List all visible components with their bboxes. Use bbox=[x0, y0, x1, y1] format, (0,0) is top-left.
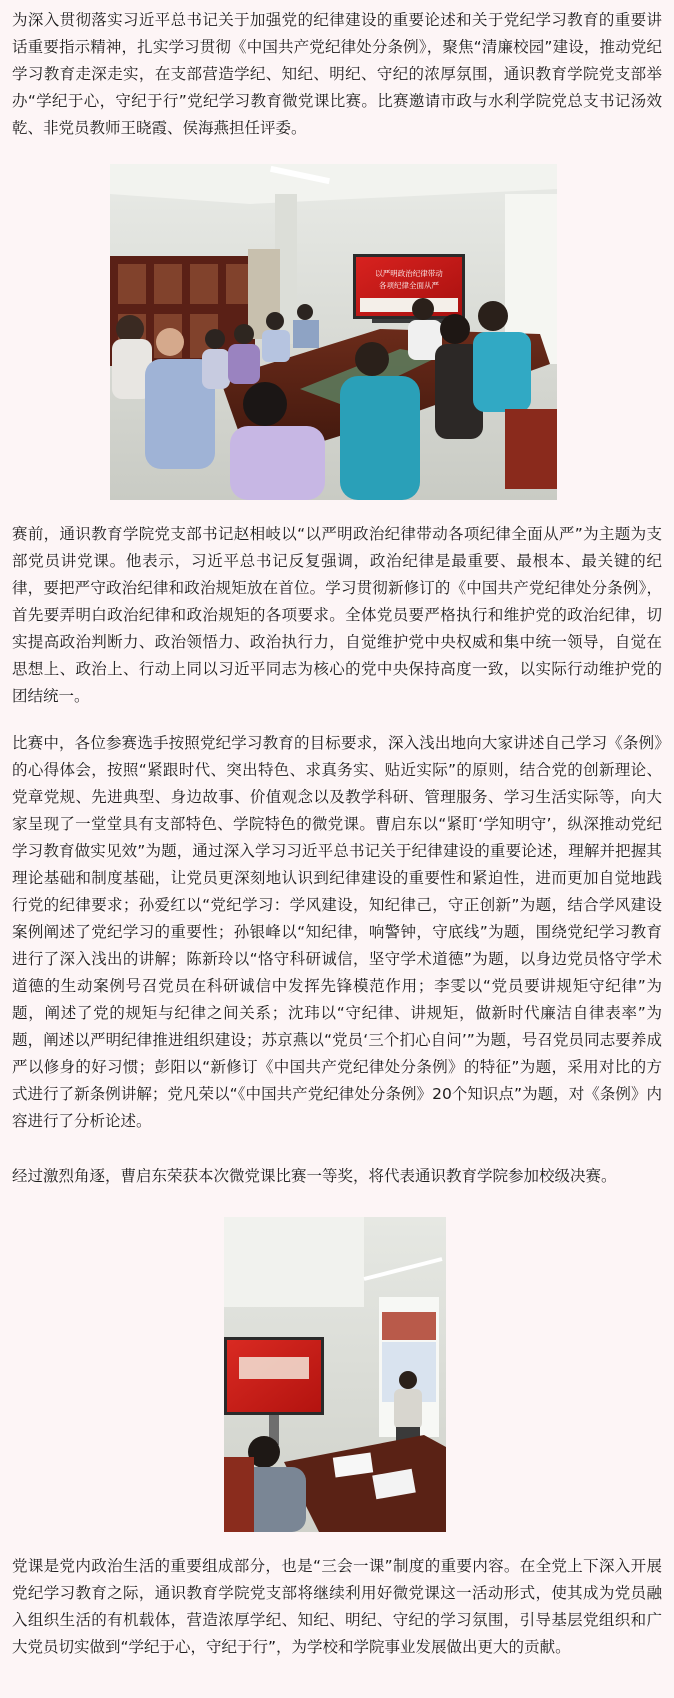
speaker-photo bbox=[224, 1217, 446, 1532]
screen-text-line2: 各项纪律全面从严 bbox=[379, 281, 439, 290]
paragraph-during-contest: 比赛中，各位参赛选手按照党纪学习教育的目标要求，深入浅出地向大家讲述自己学习《条例》的心得体会，按照“紧跟时代、突出特色、求真务实、贴近实际”的原则，结合党的创新理论、党章党规、先进典型、身边故事、价值观念以及教学科研、管理服务、学习生活实际等，向大家呈现了一堂堂具有支部特色、学院特色的微党课。曹启东以“紧盯‘学知明守’，纵深推动党纪学习教育做实见效”为题，通过深入学习习近平总书记关于纪律建设的重要论述，理解并把握其理论基础和制度基础，让党员更深刻地认识到纪律建设的重要性和紧迫性，进而更加自觉地践行党的纪律要求；孙爱红以“党纪学习：学风建设，知纪律己，守正创新”为题，结合学风建设案例阐述了党纪学习的重要性；孙银峰以“知纪律，响警钟，守底线”为题，围绕党纪学习教育进行了深入浅出的讲解；陈新玲以“恪守科研诚信，坚守学术道德”为题，以身边党员恪守学术道德的生动案例号召党员在科研诚信中发挥先锋模范作用；李雯以“党员要讲规矩守纪律”为题，阐述了党的规矩与纪律之间关系；沈玮以“守纪律、讲规矩，做新时代廉洁自律表率”为题，阐述以严明纪律推进组织建设；苏京燕以“党员‘三个扪心自问’”为题，号召党员同志要养成严以修身的好习惯；彭阳以“新修订《中国共产党纪律处分条例》的特征”为题，采用对比的方式进行了新条例讲解；党凡荣以“《中国共产党纪律处分条例》20个知识点”为题，对《条例》内容进行了分析论述。 bbox=[12, 734, 662, 1130]
paragraph-conclusion: 党课是党内政治生活的重要组成部分，也是“三会一课”制度的重要内容。在全党上下深入开展党纪学习教育之际，通识教育学院党支部将继续利用好微党课这一活动形式，使其成为党员融入组织生活的有机载体，营造浓厚学纪、知纪、明纪、守纪的学习氛围，引导基层党组织和广大党员切实做到“学纪于心，守纪于行”，为学校和学院事业发展做出更大的贡献。 bbox=[12, 1557, 662, 1656]
screen-text-line1: 以严明政治纪律带动 bbox=[375, 269, 443, 278]
meeting-room-photo bbox=[110, 164, 557, 500]
paragraph-intro: 为深入贯彻落实习近平总书记关于加强党的纪律建设的重要论述和关于党纪学习教育的重要讲话重要指示精神，扎实学习贯彻《中国共产党纪律处分条例》，聚焦“清廉校园”建设，推动党纪学习教育走深走实，在支部营造学纪、知纪、明纪、守纪的浓厚氛围，通识教育学院党支部举办“学纪于心，守纪于行”党纪学习教育微党课比赛。比赛邀请市政与水利学院党总支书记汤效乾、非党员教师王晓霞、侯海燕担任评委。 bbox=[12, 11, 662, 137]
paragraph-before-contest: 赛前，通识教育学院党支部书记赵相岐以“以严明政治纪律带动各项纪律全面从严”为主题为支部党员讲党课。他表示，习近平总书记反复强调，政治纪律是最重要、最根本、最关键的纪律，要把严守政治纪律和政治规矩放在首位。学习贯彻新修订的《中国共产党纪律处分条例》，首先要弄明白政治纪律和政治规矩的各项要求。全体党员要严格执行和维护党的政治纪律，切实提高政治判断力、政治领悟力、政治执行力，自觉维护党中央权威和集中统一领导，自觉在思想上、政治上、行动上同以习近平同志为核心的党中央保持高度一致，以实际行动维护党的团结统一。 bbox=[12, 525, 662, 705]
paragraph-result: 经过激烈角逐，曹启东荣获本次微党课比赛一等奖，将代表通识教育学院参加校级决赛。 bbox=[12, 1167, 617, 1185]
